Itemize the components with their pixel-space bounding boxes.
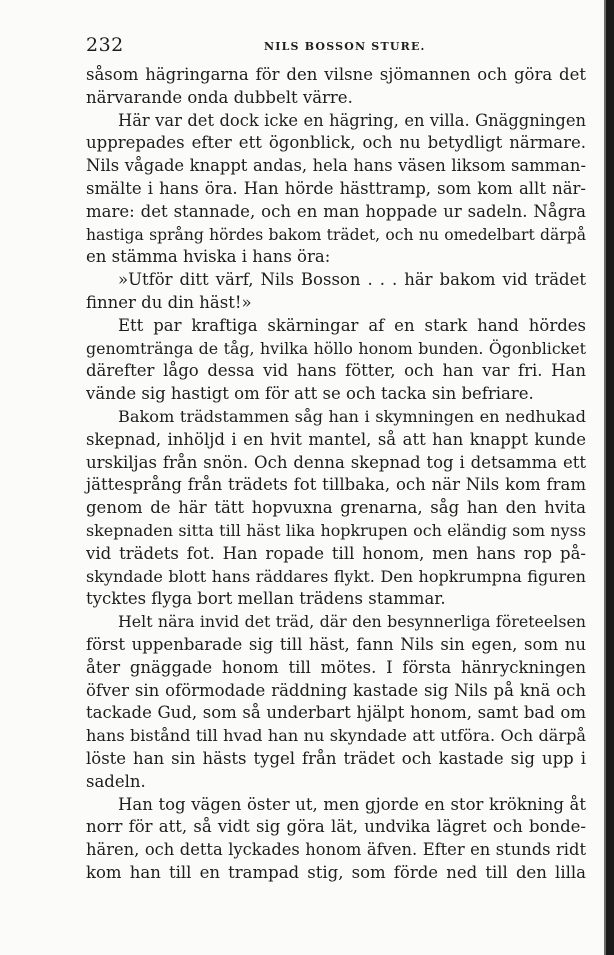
text-line: hären, och detta lyckades honom äfven. Efter en stunds ridt bbox=[86, 840, 586, 860]
text-line: jättesprång från trädets fot tillbaka, och när Nils kom fram bbox=[86, 475, 586, 495]
text-line: öfver sin oförmodade räddning kastade sig Nils på knä och bbox=[86, 680, 586, 700]
text-line: hans bistånd till hvad han nu skyndade att utföra. Och därpå bbox=[86, 726, 586, 746]
text-line: hastiga språng hördes bakom trädet, och nu omedelbart därpå bbox=[86, 225, 586, 244]
text-line: upprepades efter ett ögonblick, och nu betydligt närmare. bbox=[86, 133, 586, 153]
text-line: urskiljas från snön. Och denna skepnad tog i detsamma ett bbox=[86, 452, 586, 472]
text-line: sadeln. bbox=[86, 771, 146, 791]
text-line: Ett par kraftiga skärningar af en stark hand hördes bbox=[118, 315, 586, 335]
text-line: norr för att, så vidt sig göra lät, undvika lägret och bonde- bbox=[86, 817, 586, 837]
text-line: vände sig hastigt om för att se och tacka sin befriare. bbox=[86, 384, 534, 404]
text-line: genom de här tätt hopvuxna grenarna, såg han den hvita bbox=[86, 498, 586, 518]
body-text bbox=[86, 64, 586, 885]
text-line: skyndade blott hans räddares flykt. Den hopkrumpna figuren bbox=[86, 566, 586, 586]
running-title: NILS BOSSON STURE. bbox=[264, 40, 426, 53]
text-line: skepnad, inhöljd i en hvit mantel, så att han knappt kunde bbox=[86, 429, 586, 449]
text-line: kom han till en trampad stig, som förde ned till den lilla bbox=[86, 862, 586, 882]
text-line: vid trädets fot. Han ropade till honom, men hans rop på- bbox=[86, 543, 586, 563]
text-line: mare: det stannade, och en man hoppade ur sadeln. Några bbox=[86, 201, 586, 221]
text-line: Han tog vägen öster ut, men gjorde en stor krökning åt bbox=[118, 794, 586, 814]
text-line: »Utför ditt värf, Nils Bosson . . . här bakom vid trädet bbox=[118, 270, 586, 290]
page-edge bbox=[606, 0, 614, 955]
text-line: löste han sin hästs tygel från trädet och kastade sig upp i bbox=[86, 748, 586, 768]
text-line: genomträngа de tåg, hvilka höllo honom bunden. Ögonblicket bbox=[86, 338, 586, 358]
text-line: Bakom trädstammen såg han i skymningen en nedhukad bbox=[118, 406, 586, 426]
text-line: Helt nära invid det träd, där den besynnerliga företeelsen bbox=[118, 612, 586, 632]
text-line: finner du din häst!» bbox=[86, 292, 252, 312]
text-line: därefter lågo dessa vid hans fötter, och han var fri. Han bbox=[86, 361, 586, 381]
text-line: åter gnäggade honom till mötes. I första hänryckningen bbox=[86, 657, 586, 677]
text-line: tycktes flyga bort mellan trädens stammar. bbox=[86, 589, 446, 609]
text-line: först uppenbarade sig till häst, fann Nils sin egen, som nu bbox=[86, 634, 586, 654]
text-line: såsom hägringarna för den vilsne sjömannen och göra det bbox=[86, 65, 586, 84]
text-line: närvarande onda dubbelt värre. bbox=[86, 87, 353, 107]
text-line: en stämma hviska i hans öra: bbox=[86, 247, 331, 267]
page-header bbox=[86, 34, 586, 58]
text-line: Nils vågade knappt andas, hela hans väsen liksom samman- bbox=[86, 156, 586, 176]
text-line: smälte i hans öra. Han hörde hästtramp, som kom allt när- bbox=[86, 178, 586, 198]
text-line: tackade Gud, som så underbart hjälpt honom, samt bad om bbox=[86, 703, 586, 723]
page-number: 232 bbox=[86, 34, 124, 56]
text-line: Här var det dock icke en hägring, en villa. Gnäggningen bbox=[118, 110, 586, 130]
text-line: skepnaden sitta till häst lika hopkrupen och eländig som nyss bbox=[86, 520, 586, 540]
